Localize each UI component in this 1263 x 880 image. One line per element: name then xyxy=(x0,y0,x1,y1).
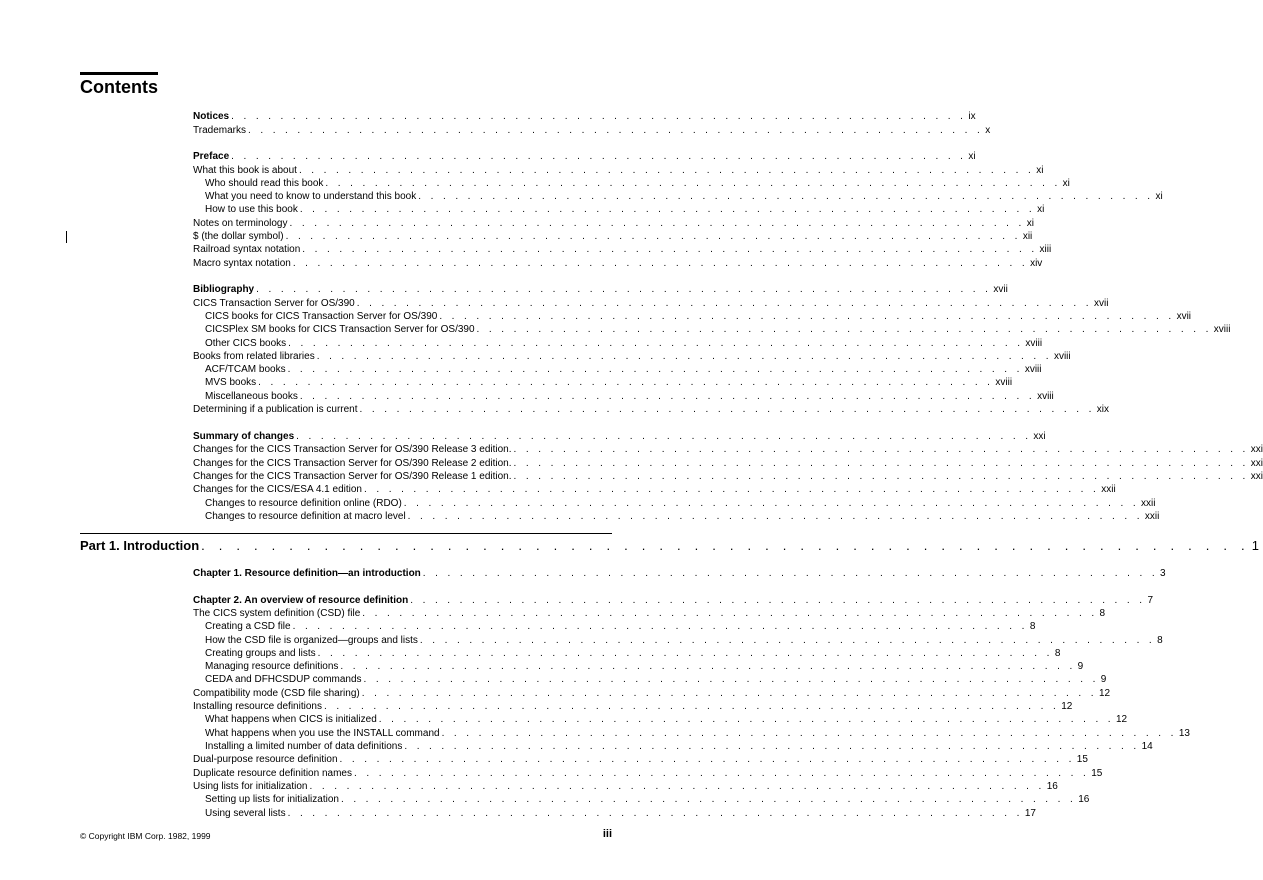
toc-entry[interactable] xyxy=(205,363,1042,376)
leader-dots: . . . . . . . . . . . . . . . . . . . . . . . . . . . . . . . . . . . . . . . . . . . . . . . . . . . . . . . . . . . . xyxy=(339,754,1075,765)
toc-entry-page-number: 17 xyxy=(1024,808,1036,819)
toc-entry-page-number: xviii xyxy=(1213,324,1231,335)
footer-copyright: © Copyright IBM Corp. 1982, 1999 xyxy=(80,831,211,841)
toc-entry-label: What happens when CICS is initialized xyxy=(205,714,377,725)
toc-entry-label: Preface xyxy=(193,151,230,162)
leader-dots: . . . . . . . . . . . . . . . . . . . . . . . . . . . . . . . . . . . . . . . . . . . . . . . . . . . . . . . . . . . . xyxy=(292,621,1028,632)
toc-entry-label: Changes to resource definition online (RDO) xyxy=(205,498,402,509)
leader-dots: . . . . . . . . . . . . . . . . . . . . . . . . . . . . . . . . . . . . . . . . . . . . . . . . . . . . . . . . . . . . xyxy=(299,391,1036,402)
leader-dots: . . . . . . . . . . . . . . . . . . . . . . . . . . . . . . . . . . . . . . . . . . . . . . . . . . . . . . . . . . . . xyxy=(287,364,1023,375)
toc-entry-page-number: 16 xyxy=(1078,794,1090,805)
toc-entry-label: Railroad syntax notation xyxy=(193,244,301,255)
leader-dots: . . . . . . . . . . . . . . . . . . . . . . . . . . . . . . . . . . . . . . . . . . . . . . . . . . . . . . . . . . . . xyxy=(407,511,1143,522)
leader-dots: . . . . . . . . . . . . . . . . . . . . . . . . . . . . . . . . . . . . . . . . . . . . . . . . . . . . . . . . . . . . xyxy=(201,538,1250,553)
toc-entry[interactable] xyxy=(205,497,1156,510)
toc-entry-label: What this book is about xyxy=(193,165,297,176)
toc-entry[interactable] xyxy=(205,323,1231,336)
toc-entry[interactable] xyxy=(205,177,1070,190)
leader-dots: . . . . . . . . . . . . . . . . . . . . . . . . . . . . . . . . . . . . . . . . . . . . . . . . . . . . . . . . . . . . xyxy=(419,635,1156,646)
leader-dots: . . . . . . . . . . . . . . . . . . . . . . . . . . . . . . . . . . . . . . . . . . . . . . . . . . . . . . . . . . . . xyxy=(364,484,1100,495)
leader-dots: . . . . . . . . . . . . . . . . . . . . . . . . . . . . . . . . . . . . . . . . . . . . . . . . . . . . . . . . . . . . xyxy=(340,661,1076,672)
toc-entry-label: How to use this book xyxy=(205,204,298,215)
leader-dots: . . . . . . . . . . . . . . . . . . . . . . . . . . . . . . . . . . . . . . . . . . . . . . . . . . . . . . . . . . . . xyxy=(231,111,967,122)
toc-entry-label: $ (the dollar symbol) xyxy=(193,231,284,242)
toc-entry-label: CICS Transaction Server for OS/390 xyxy=(193,298,355,309)
toc-entry[interactable] xyxy=(205,740,1153,753)
toc-entry-label: What happens when you use the INSTALL command xyxy=(205,728,440,739)
toc-entry[interactable] xyxy=(193,700,1073,713)
toc-entry-page-number: xxi xyxy=(1250,458,1263,469)
toc-entry[interactable] xyxy=(205,634,1163,647)
toc-entry-page-number: 8 xyxy=(1029,621,1036,632)
toc-part-entry[interactable] xyxy=(80,538,1260,554)
toc-entry[interactable] xyxy=(193,150,976,163)
toc-entry-page-number: ix xyxy=(968,111,976,122)
toc-entry[interactable] xyxy=(205,190,1163,203)
leader-dots: . . . . . . . . . . . . . . . . . . . . . . . . . . . . . . . . . . . . . . . . . . . . . . . . . . . . . . . . . . . . xyxy=(361,688,1097,699)
toc-entry[interactable] xyxy=(193,297,1109,310)
leader-dots: . . . . . . . . . . . . . . . . . . . . . . . . . . . . . . . . . . . . . . . . . . . . . . . . . . . . . . . . . . . . xyxy=(258,377,994,388)
toc-entry-label: CICS books for CICS Transaction Server for OS/390 xyxy=(205,311,438,322)
leader-dots: . . . . . . . . . . . . . . . . . . . . . . . . . . . . . . . . . . . . . . . . . . . . . . . . . . . . . . . . . . . . xyxy=(362,608,1098,619)
toc-entry-page-number: xi xyxy=(1026,218,1034,229)
part-page-number: 1 xyxy=(1251,538,1260,553)
toc-entry-label: Bibliography xyxy=(193,284,255,295)
toc-entry[interactable] xyxy=(193,230,1033,243)
toc-entry-page-number: 16 xyxy=(1046,781,1058,792)
toc-entry-label: Who should read this book xyxy=(205,178,324,189)
toc-entry[interactable] xyxy=(205,647,1061,660)
leader-dots: . . . . . . . . . . . . . . . . . . . . . . . . . . . . . . . . . . . . . . . . . . . . . . . . . . . . . . . . . . . . xyxy=(441,728,1177,739)
leader-dots: . . . . . . . . . . . . . . . . . . . . . . . . . . . . . . . . . . . . . . . . . . . . . . . . . . . . . . . . . . . . xyxy=(359,404,1095,415)
toc-entry[interactable] xyxy=(193,780,1058,793)
toc-entry[interactable] xyxy=(193,430,1046,443)
leader-dots: . . . . . . . . . . . . . . . . . . . . . . . . . . . . . . . . . . . . . . . . . . . . . . . . . . . . . . . . . . . . xyxy=(302,244,1038,255)
toc-entry-page-number: xxii xyxy=(1101,484,1116,495)
toc-entry-page-number: xiv xyxy=(1030,258,1043,269)
leader-dots: . . . . . . . . . . . . . . . . . . . . . . . . . . . . . . . . . . . . . . . . . . . . . . . . . . . . . . . . . . . . xyxy=(288,338,1024,349)
toc-entry[interactable] xyxy=(193,483,1116,496)
toc-entry[interactable] xyxy=(193,470,1263,483)
toc-entry[interactable] xyxy=(193,687,1111,700)
toc-entry-label: Notes on terminology xyxy=(193,218,288,229)
leader-dots: . . . . . . . . . . . . . . . . . . . . . . . . . . . . . . . . . . . . . . . . . . . . . . . . . . . . . . . . . . . . xyxy=(356,298,1092,309)
toc-entry[interactable] xyxy=(193,443,1263,456)
toc-entry[interactable] xyxy=(205,620,1036,633)
leader-dots: . . . . . . . . . . . . . . . . . . . . . . . . . . . . . . . . . . . . . . . . . . . . . . . . . . . . . . . . . . . . xyxy=(410,595,1146,606)
toc-entry-page-number: 13 xyxy=(1178,728,1190,739)
toc-entry-page-number: 8 xyxy=(1099,608,1106,619)
toc-entry-page-number: xxi xyxy=(1033,431,1046,442)
toc-entry-page-number: xvii xyxy=(1176,311,1192,322)
leader-dots: . . . . . . . . . . . . . . . . . . . . . . . . . . . . . . . . . . . . . . . . . . . . . . . . . . . . . . . . . . . . xyxy=(404,741,1140,752)
toc-entry-label: Installing a limited number of data definitions xyxy=(205,741,403,752)
toc-entry-label: CICSPlex SM books for CICS Transaction Server for OS/390 xyxy=(205,324,475,335)
toc-entry-page-number: xi xyxy=(1062,178,1070,189)
toc-entry-label: Installing resource definitions xyxy=(193,701,322,712)
toc-entry-label: Miscellaneous books xyxy=(205,391,298,402)
toc-entry[interactable] xyxy=(193,767,1103,780)
toc-entry-label: Trademarks xyxy=(193,125,246,136)
leader-dots: . . . . . . . . . . . . . . . . . . . . . . . . . . . . . . . . . . . . . . . . . . . . . . . . . . . . . . . . . . . . xyxy=(317,648,1053,659)
leader-dots: . . . . . . . . . . . . . . . . . . . . . . . . . . . . . . . . . . . . . . . . . . . . . . . . . . . . . . . . . . . . xyxy=(247,125,984,136)
toc-entry-page-number: 12 xyxy=(1061,701,1073,712)
toc-entry[interactable] xyxy=(193,350,1071,363)
leader-dots: . . . . . . . . . . . . . . . . . . . . . . . . . . . . . . . . . . . . . . . . . . . . . . . . . . . . . . . . . . . . xyxy=(292,258,1029,269)
toc-entry-page-number: 12 xyxy=(1116,714,1128,725)
toc-entry-page-number: xix xyxy=(1096,404,1109,415)
contents-top-rule xyxy=(80,72,158,75)
toc-entry-label: MVS books xyxy=(205,377,257,388)
toc-entry-label: Books from related libraries xyxy=(193,351,315,362)
toc-entry[interactable] xyxy=(205,203,1045,216)
footer-page-number: iii xyxy=(602,828,612,840)
leader-dots: . . . . . . . . . . . . . . . . . . . . . . . . . . . . . . . . . . . . . . . . . . . . . . . . . . . . . . . . . . . . xyxy=(309,781,1045,792)
toc-entry[interactable] xyxy=(205,337,1043,350)
leader-dots: . . . . . . . . . . . . . . . . . . . . . . . . . . . . . . . . . . . . . . . . . . . . . . . . . . . . . . . . . . . . xyxy=(422,568,1159,579)
toc-entry-label: Using several lists xyxy=(205,808,286,819)
toc-entry[interactable] xyxy=(205,390,1054,403)
leader-dots: . . . . . . . . . . . . . . . . . . . . . . . . . . . . . . . . . . . . . . . . . . . . . . . . . . . . . . . . . . . . xyxy=(439,311,1175,322)
toc-entry-page-number: xxi xyxy=(1250,471,1263,482)
toc-entry-label: Changes for the CICS Transaction Server for OS/390 Release 3 edition. xyxy=(193,444,512,455)
leader-dots: . . . . . . . . . . . . . . . . . . . . . . . . . . . . . . . . . . . . . . . . . . . . . . . . . . . . . . . . . . . . xyxy=(231,151,967,162)
leader-dots: . . . . . . . . . . . . . . . . . . . . . . . . . . . . . . . . . . . . . . . . . . . . . . . . . . . . . . . . . . . . xyxy=(323,701,1060,712)
toc-entry-page-number: xxii xyxy=(1144,511,1160,522)
toc-entry-label: Managing resource definitions xyxy=(205,661,339,672)
change-bar xyxy=(66,231,67,243)
leader-dots: . . . . . . . . . . . . . . . . . . . . . . . . . . . . . . . . . . . . . . . . . . . . . . . . . . . . . . . . . . . . xyxy=(299,204,1036,215)
toc-entry-page-number: xii xyxy=(1022,231,1033,242)
toc-entry-page-number: xviii xyxy=(1025,338,1043,349)
toc-entry-page-number: 8 xyxy=(1157,635,1163,646)
toc-entry-page-number: 9 xyxy=(1077,661,1084,672)
toc-entry-page-number: 8 xyxy=(1054,648,1061,659)
toc-entry-label: Changes to resource definition at macro level xyxy=(205,511,406,522)
part-label: Part 1. Introduction xyxy=(80,538,200,553)
toc-entry[interactable] xyxy=(205,376,1013,389)
toc-entry-page-number: 14 xyxy=(1141,741,1153,752)
toc-entry-label: Dual-purpose resource definition xyxy=(193,754,338,765)
toc-entry[interactable] xyxy=(193,110,976,123)
toc-entry-label: Creating a CSD file xyxy=(205,621,291,632)
toc-entry[interactable] xyxy=(193,457,1263,470)
toc-entry-label: CEDA and DFHCSDUP commands xyxy=(205,674,362,685)
toc-entry-page-number: 3 xyxy=(1160,568,1166,579)
toc-entry[interactable] xyxy=(193,607,1106,620)
toc-entry-label: Setting up lists for initialization xyxy=(205,794,339,805)
toc-entry-label: Chapter 2. An overview of resource definition xyxy=(193,595,409,606)
toc-entry-page-number: xi xyxy=(968,151,976,162)
toc-entry-page-number: xviii xyxy=(995,377,1013,388)
leader-dots: . . . . . . . . . . . . . . . . . . . . . . . . . . . . . . . . . . . . . . . . . . . . . . . . . . . . . . . . . . . . xyxy=(340,794,1077,805)
toc-entry-label: Summary of changes xyxy=(193,431,295,442)
toc-entry[interactable] xyxy=(193,567,1166,580)
leader-dots: . . . . . . . . . . . . . . . . . . . . . . . . . . . . . . . . . . . . . . . . . . . . . . . . . . . . . . . . . . . . xyxy=(403,498,1140,509)
toc-entry-page-number: xiii xyxy=(1039,244,1052,255)
toc-entry-page-number: 7 xyxy=(1147,595,1154,606)
toc-entry[interactable] xyxy=(193,257,1043,270)
toc-entry-label: Determining if a publication is current xyxy=(193,404,358,415)
toc-entry[interactable] xyxy=(205,807,1036,820)
toc-entry-label: Duplicate resource definition names xyxy=(193,768,352,779)
toc-entry-label: Other CICS books xyxy=(205,338,287,349)
leader-dots: . . . . . . . . . . . . . . . . . . . . . . . . . . . . . . . . . . . . . . . . . . . . . . . . . . . . . . . . . . . . xyxy=(378,714,1114,725)
toc-entry-label: Creating groups and lists xyxy=(205,648,316,659)
toc-entry-label: ACF/TCAM books xyxy=(205,364,286,375)
toc-entry[interactable] xyxy=(193,243,1052,256)
leader-dots: . . . . . . . . . . . . . . . . . . . . . . . . . . . . . . . . . . . . . . . . . . . . . . . . . . . . . . . . . . . . xyxy=(353,768,1090,779)
toc-entry[interactable] xyxy=(205,660,1084,673)
toc-entry-page-number: xviii xyxy=(1037,391,1054,402)
toc-entry-page-number: xviii xyxy=(1053,351,1071,362)
toc-entry-label: How the CSD file is organized—groups and lists xyxy=(205,635,418,646)
toc-entry-page-number: xxi xyxy=(1250,444,1263,455)
toc-entry[interactable] xyxy=(205,673,1107,686)
toc-entry[interactable] xyxy=(193,283,1008,296)
toc-entry-page-number: xxii xyxy=(1141,498,1156,509)
toc-entry[interactable] xyxy=(193,594,1154,607)
toc-entry-label: The CICS system definition (CSD) file xyxy=(193,608,361,619)
toc-entry-page-number: 15 xyxy=(1091,768,1103,779)
leader-dots: . . . . . . . . . . . . . . . . . . . . . . . . . . . . . . . . . . . . . . . . . . . . . . . . . . . . . . . . . . . . xyxy=(289,218,1025,229)
leader-dots: . . . . . . . . . . . . . . . . . . . . . . . . . . . . . . . . . . . . . . . . . . . . . . . . . . . . . . . . . . . . xyxy=(316,351,1052,362)
toc-entry-page-number: x xyxy=(985,125,991,136)
toc-entry[interactable] xyxy=(205,793,1090,806)
toc-entry-label: Changes for the CICS/ESA 4.1 edition xyxy=(193,484,362,495)
toc-entry-page-number: 12 xyxy=(1098,688,1111,699)
toc-entry-page-number: xvii xyxy=(1093,298,1109,309)
leader-dots: . . . . . . . . . . . . . . . . . . . . . . . . . . . . . . . . . . . . . . . . . . . . . . . . . . . . . . . . . . . . xyxy=(513,444,1249,455)
toc-entry-label: What you need to know to understand this book xyxy=(205,191,417,202)
toc-entry-page-number: xi xyxy=(1036,165,1044,176)
toc-entry-page-number: xvii xyxy=(993,284,1008,295)
leader-dots: . . . . . . . . . . . . . . . . . . . . . . . . . . . . . . . . . . . . . . . . . . . . . . . . . . . . . . . . . . . . xyxy=(256,284,992,295)
leader-dots: . . . . . . . . . . . . . . . . . . . . . . . . . . . . . . . . . . . . . . . . . . . . . . . . . . . . . . . . . . . . xyxy=(285,231,1021,242)
toc-entry-page-number: 15 xyxy=(1076,754,1088,765)
toc-entry[interactable] xyxy=(205,727,1190,740)
toc-entry[interactable] xyxy=(193,217,1034,230)
leader-dots: . . . . . . . . . . . . . . . . . . . . . . . . . . . . . . . . . . . . . . . . . . . . . . . . . . . . . . . . . . . . xyxy=(363,674,1099,685)
toc-entry[interactable] xyxy=(205,510,1160,523)
toc-entry-label: Chapter 1. Resource definition—an introduction xyxy=(193,568,421,579)
leader-dots: . . . . . . . . . . . . . . . . . . . . . . . . . . . . . . . . . . . . . . . . . . . . . . . . . . . . . . . . . . . . xyxy=(325,178,1061,189)
part-rule xyxy=(80,533,612,534)
leader-dots: . . . . . . . . . . . . . . . . . . . . . . . . . . . . . . . . . . . . . . . . . . . . . . . . . . . . . . . . . . . . xyxy=(418,191,1154,202)
leader-dots: . . . . . . . . . . . . . . . . . . . . . . . . . . . . . . . . . . . . . . . . . . . . . . . . . . . . . . . . . . . . xyxy=(513,458,1249,469)
leader-dots: . . . . . . . . . . . . . . . . . . . . . . . . . . . . . . . . . . . . . . . . . . . . . . . . . . . . . . . . . . . . xyxy=(296,431,1032,442)
leader-dots: . . . . . . . . . . . . . . . . . . . . . . . . . . . . . . . . . . . . . . . . . . . . . . . . . . . . . . . . . . . . xyxy=(513,471,1249,482)
toc-entry[interactable] xyxy=(205,310,1192,323)
leader-dots: . . . . . . . . . . . . . . . . . . . . . . . . . . . . . . . . . . . . . . . . . . . . . . . . . . . . . . . . . . . . xyxy=(298,165,1035,176)
toc-entry-label: Using lists for initialization xyxy=(193,781,308,792)
page-title: Contents xyxy=(80,77,158,97)
toc-entry-label: Compatibility mode (CSD file sharing) xyxy=(193,688,360,699)
toc-entry[interactable] xyxy=(193,124,991,137)
leader-dots: . . . . . . . . . . . . . . . . . . . . . . . . . . . . . . . . . . . . . . . . . . . . . . . . . . . . . . . . . . . . xyxy=(287,808,1023,819)
toc-entry[interactable] xyxy=(193,164,1044,177)
toc-entry-page-number: xi xyxy=(1155,191,1163,202)
toc-entry[interactable] xyxy=(205,713,1128,726)
toc-entry[interactable] xyxy=(193,753,1088,766)
toc-entry-label: Changes for the CICS Transaction Server for OS/390 Release 1 edition. xyxy=(193,471,512,482)
toc-entry-page-number: 9 xyxy=(1100,674,1107,685)
toc-entry-label: Changes for the CICS Transaction Server for OS/390 Release 2 edition. xyxy=(193,458,512,469)
toc-entry-page-number: xi xyxy=(1037,204,1045,215)
toc-entry-page-number: xviii xyxy=(1024,364,1042,375)
leader-dots: . . . . . . . . . . . . . . . . . . . . . . . . . . . . . . . . . . . . . . . . . . . . . . . . . . . . . . . . . . . . xyxy=(476,324,1212,335)
toc-entry-label: Macro syntax notation xyxy=(193,258,291,269)
toc-entry-label: Notices xyxy=(193,111,230,122)
toc-entry[interactable] xyxy=(193,403,1109,416)
